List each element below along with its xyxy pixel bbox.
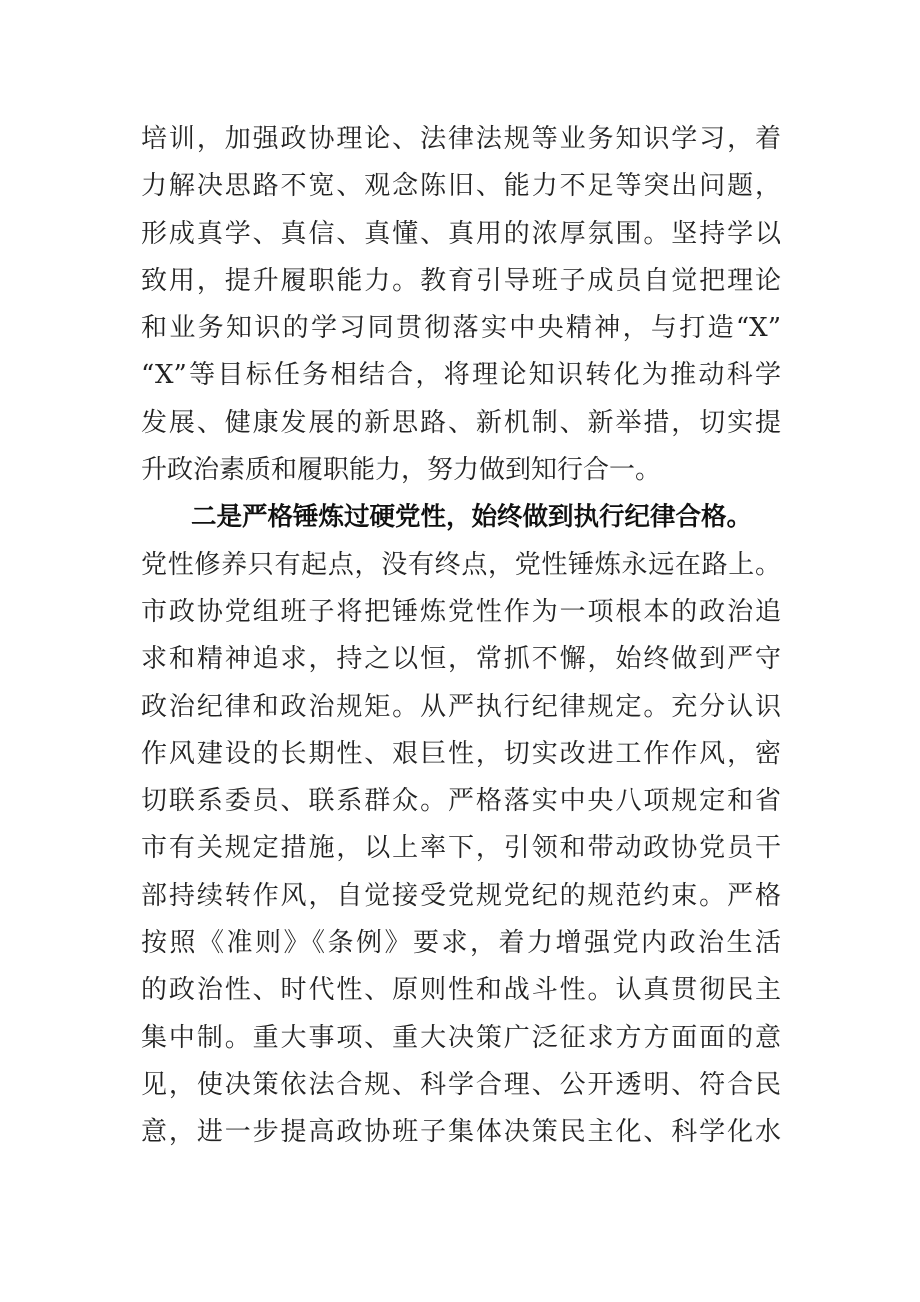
text-line: 的政治性、时代性、原则性和战斗性。认真贯彻民主 <box>141 975 781 1006</box>
text-line: 和业务知识的学习同贯彻落实中央精神，与打造“X” <box>141 313 781 344</box>
text-line: 意，进一步提高政协班子集体决策民主化、科学化水 <box>141 1117 781 1148</box>
text-line: 切联系委员、联系群众。严格落实中央八项规定和省 <box>141 786 781 817</box>
text-line: 培训，加强政协理论、法律法规等业务知识学习，着 <box>141 124 781 154</box>
text-line: 政治纪律和政治规矩。从严执行纪律规定。充分认识 <box>141 691 781 722</box>
text-line: 见，使决策依法合规、科学合理、公开透明、符合民 <box>141 1069 781 1100</box>
document-body <box>141 116 781 1157</box>
text-line: 求和精神追求，持之以恒，常抓不懈，始终做到严守 <box>141 644 781 675</box>
text-line: 致用，提升履职能力。教育引导班子成员自觉把理论 <box>141 265 781 296</box>
text-line: 党性修养只有起点，没有终点，党性锤炼永远在路上。 <box>141 549 781 580</box>
text-line: 作风建设的长期性、艰巨性，切实改进工作作风，密 <box>141 738 781 769</box>
text-line: 升政治素质和履职能力，努力做到知行合一。 <box>141 455 662 486</box>
section-heading: 二是严格锤炼过硬党性，始终做到执行纪律合格。 <box>191 502 753 533</box>
text-line: 部持续转作风，自觉接受党规党纪的规范约束。严格 <box>141 880 781 911</box>
text-line: 按照《准则》《条例》要求，着力增强党内政治生活 <box>141 928 781 959</box>
text-line: 发展、健康发展的新思路、新机制、新举措，切实提 <box>141 407 781 438</box>
text-line: 力解决思路不宽、观念陈旧、能力不足等突出问题， <box>141 171 781 202</box>
text-line: 形成真学、真信、真懂、真用的浓厚氛围。坚持学以 <box>141 218 781 249</box>
text-line: 市有关规定措施，以上率下，引领和带动政协党员干 <box>141 833 781 864</box>
text-line: “X”等目标任务相结合，将理论知识转化为推动科学 <box>141 360 781 391</box>
text-line: 集中制。重大事项、重大决策广泛征求方方面面的意 <box>141 1022 781 1053</box>
text-line: 市政协党组班子将把锤炼党性作为一项根本的政治追 <box>141 596 781 627</box>
